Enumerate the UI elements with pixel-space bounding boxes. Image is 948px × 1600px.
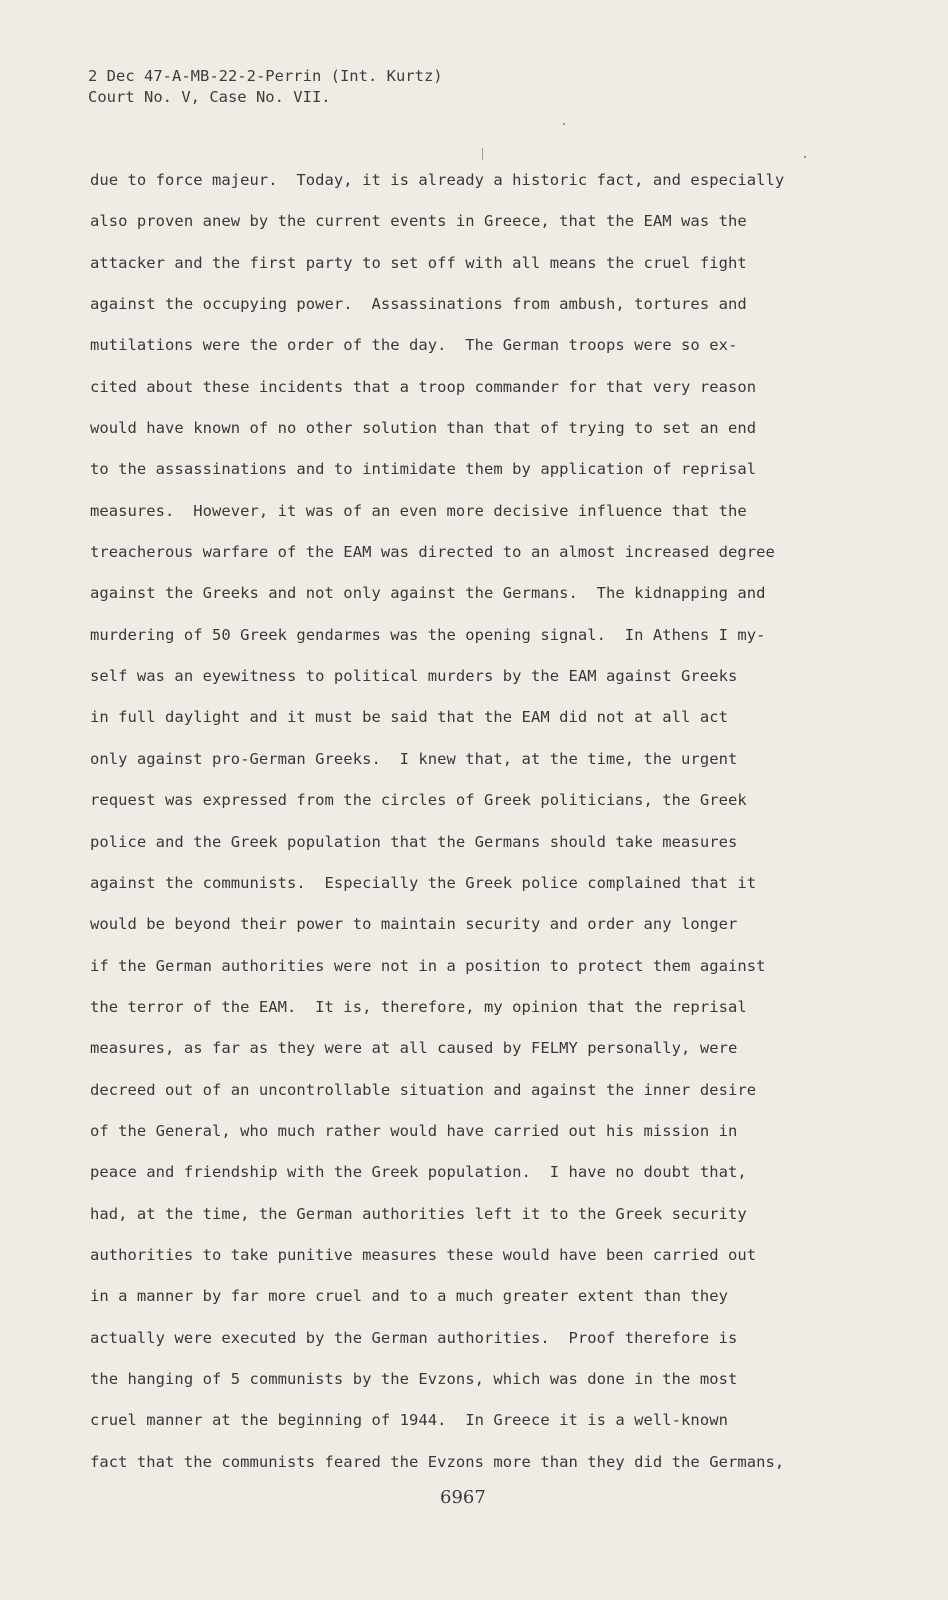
- text-line: mutilations were the order of the day. The German troops were so ex-: [90, 336, 738, 355]
- paper-speck: [482, 148, 483, 160]
- text-line: authorities to take punitive measures these would have been carried out: [90, 1245, 757, 1264]
- text-line: only against pro-German Greeks. I knew that, at the time, the urgent: [90, 749, 738, 768]
- text-line: due to force majeur. Today, it is already a historic fact, and especially: [90, 171, 785, 189]
- text-line: cruel manner at the beginning of 1944. In Greece it is a well-known: [90, 1411, 728, 1430]
- text-line: murdering of 50 Greek gendarmes was the opening signal. In Athens I my-: [90, 625, 766, 644]
- text-line: decreed out of an uncontrollable situation and against the inner desire: [90, 1080, 757, 1099]
- text-line: would be beyond their power to maintain security and order any longer: [90, 915, 738, 934]
- text-line: police and the Greek population that the Germans should take measures: [90, 832, 738, 851]
- text-line: cited about these incidents that a troop commander for that very reason: [90, 377, 757, 396]
- text-line: self was an eyewitness to political murders by the EAM against Greeks: [90, 667, 738, 686]
- text-line: measures. However, it was of an even more decisive influence that the: [90, 501, 747, 520]
- text-line: actually were executed by the German authorities. Proof therefore is: [90, 1328, 738, 1347]
- text-line: also proven anew by the current events in Greece, that the EAM was the: [90, 212, 747, 231]
- text-line: in full daylight and it must be said that the EAM did not at all act: [90, 708, 728, 727]
- text-line: against the occupying power. Assassinations from ambush, tortures and: [90, 295, 747, 314]
- paper-speck: [563, 123, 565, 125]
- page-number: 6967: [440, 1487, 486, 1508]
- text-line: treacherous warfare of the EAM was directed to an almost increased degree: [90, 543, 775, 562]
- text-line: measures, as far as they were at all caused by FELMY personally, were: [90, 1039, 738, 1058]
- text-line: had, at the time, the German authorities left it to the Greek security: [90, 1204, 747, 1223]
- text-line: would have known of no other solution than that of trying to set an end: [90, 419, 757, 438]
- header-reference-line: 2 Dec 47-A-MB-22-2-Perrin (Int. Kurtz): [88, 67, 443, 85]
- text-line: request was expressed from the circles of Greek politicians, the Greek: [90, 791, 747, 810]
- text-line: if the German authorities were not in a position to protect them against: [90, 956, 766, 975]
- header-court-line: Court No. V, Case No. VII.: [88, 88, 331, 106]
- text-line: against the communists. Especially the Greek police complained that it: [90, 873, 757, 892]
- document-header: [88, 66, 443, 108]
- text-line: attacker and the first party to set off with all means the cruel fight: [90, 253, 747, 272]
- text-line: against the Greeks and not only against the Germans. The kidnapping and: [90, 584, 766, 603]
- text-line: the hanging of 5 communists by the Evzons, which was done in the most: [90, 1369, 738, 1388]
- text-line: fact that the communists feared the Evzons more than they did the Germans,: [90, 1452, 785, 1471]
- text-line: peace and friendship with the Greek population. I have no doubt that,: [90, 1163, 747, 1182]
- text-line: to the assassinations and to intimidate them by application of reprisal: [90, 460, 757, 479]
- text-line: the terror of the EAM. It is, therefore, my opinion that the reprisal: [90, 997, 747, 1016]
- text-line: in a manner by far more cruel and to a much greater extent than they: [90, 1287, 728, 1306]
- testimony-body: [90, 168, 860, 1491]
- text-line: of the General, who much rather would have carried out his mission in: [90, 1121, 738, 1140]
- paper-speck: [804, 156, 806, 158]
